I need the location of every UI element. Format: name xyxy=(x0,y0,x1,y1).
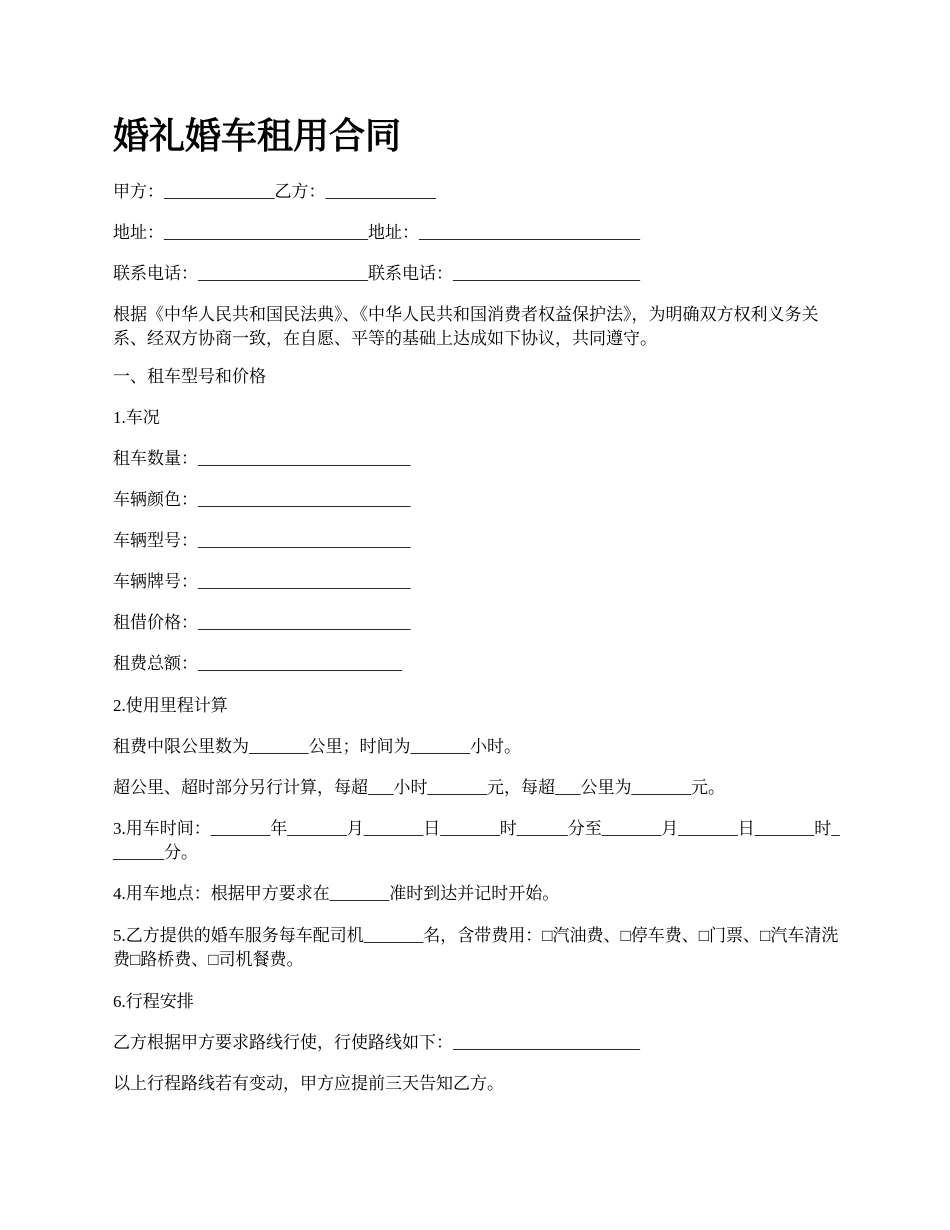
car-quantity-field: 租车数量：_________________________ xyxy=(113,449,411,468)
section1-heading: 一、租车型号和价格 xyxy=(113,367,266,386)
phone-line: 联系电话：____________________联系电话：______________________ xyxy=(113,264,640,283)
driver-service-paragraph: 5.乙方提供的婚车服务每车配司机_______名，含带费用：□汽油费、□停车费、□门票、□汽车清洗费□路桥费、□司机餐费。 xyxy=(113,926,839,969)
usage-time-paragraph: 3.用车时间：_______年_______月_______日_______时______分至_______月_______日_______时_______分。 xyxy=(113,819,840,862)
car-plate-field: 车辆牌号：_________________________ xyxy=(113,572,411,591)
item1-heading: 1.车况 xyxy=(113,408,160,427)
intro-paragraph: 根据《中华人民共和国民法典》、《中华人民共和国消费者权益保护法》，为明确双方权利义务关系、经双方协商一致，在自愿、平等的基础上达成如下协议，共同遵守。 xyxy=(113,305,819,348)
car-model-field: 车辆型号：_________________________ xyxy=(113,531,411,550)
party-line: 甲方：_____________乙方：_____________ xyxy=(113,182,436,201)
address-line: 地址：________________________地址：__________________________ xyxy=(113,223,640,242)
car-color-field: 车辆颜色：_________________________ xyxy=(113,490,411,509)
mileage-limit-line: 租费中限公里数为_______公里；时间为_______小时。 xyxy=(113,737,521,756)
route-change-line: 以上行程路线若有变动，甲方应提前三天告知乙方。 xyxy=(113,1074,504,1093)
route-line: 乙方根据甲方要求路线行使，行使路线如下：______________________ xyxy=(113,1033,640,1052)
usage-place-line: 4.用车地点：根据甲方要求在_______准时到达并记时开始。 xyxy=(113,884,560,903)
document-title: 婚礼婚车租用合同 xyxy=(113,116,402,156)
rent-total-field: 租费总额：________________________ xyxy=(113,654,402,673)
item2-heading: 2.使用里程计算 xyxy=(113,696,228,715)
overtime-fee-line: 超公里、超时部分另行计算，每超___小时_______元，每超___公里为_______元。 xyxy=(113,778,725,797)
item6-heading: 6.行程安排 xyxy=(113,992,194,1011)
rent-price-field: 租借价格：_________________________ xyxy=(113,613,411,632)
